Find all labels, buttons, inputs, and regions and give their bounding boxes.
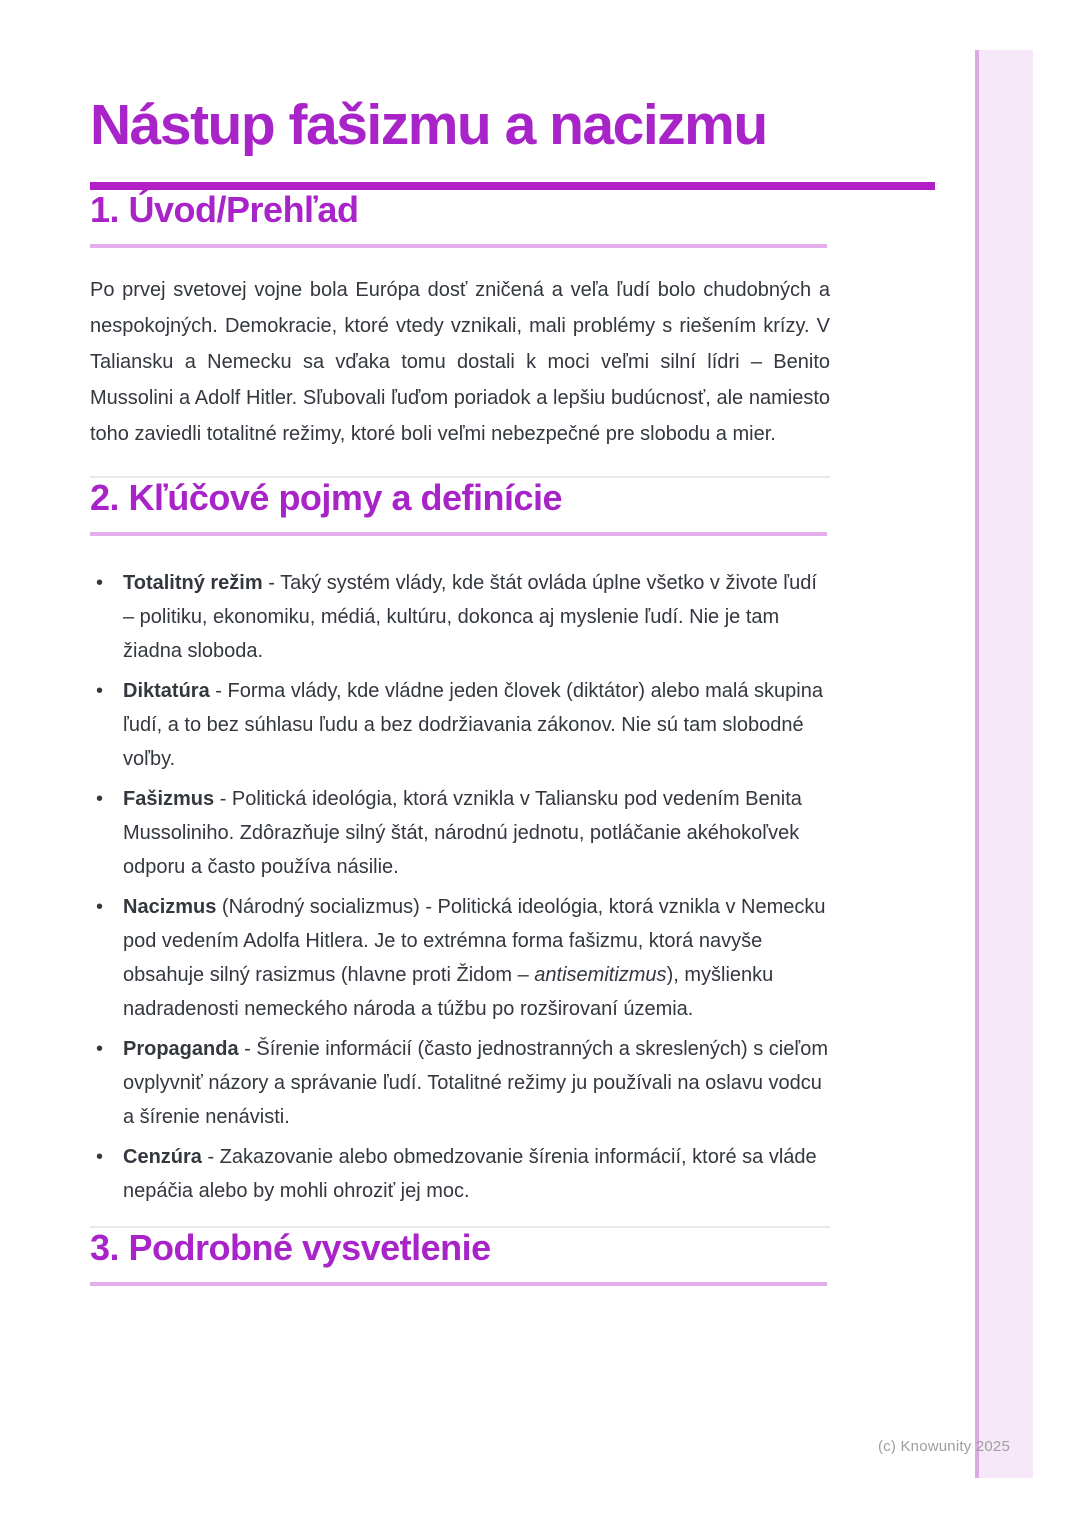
definition-text: - Zakazovanie alebo obmedzovanie šírenia informácií, ktoré sa vláde nepáčia alebo by mohli ohroziť jej moc.: [123, 1146, 817, 1202]
definition-text: (Národný socializmus) - Politická ideológia, ktorá vznikla v Nemecku pod vedením Adolfa Hitlera. Je to extrémna forma fašizmu, ktorá navyše obsahuje silný rasizmus (hlavne proti Židom –: [123, 896, 826, 986]
bullet-icon: •: [96, 680, 104, 702]
definition-list: [90, 566, 830, 1208]
heading-underline: [90, 244, 827, 248]
definition-item-totalitny-rezim: [90, 566, 830, 668]
section-heading-vysvetlenie: 3. Podrobné vysvetlenie: [90, 1227, 491, 1268]
definition-text: ), myšlienku nadradenosti nemeckého národa a túžbu po rozširovaní územia.: [123, 964, 774, 1020]
heading-underline: [90, 1282, 827, 1286]
definition-italic: antisemitizmus: [534, 964, 667, 986]
section-heading-pojmy: 2. Kľúčové pojmy a definície: [90, 477, 563, 518]
bullet-icon: •: [96, 788, 104, 810]
bullet-icon: •: [96, 1146, 104, 1168]
intro-paragraph: Po prvej svetovej vojne bola Európa dosť zničená a veľa ľudí bolo chudobných a nespokojných. Demokracie, ktoré vtedy vznikali, mali problémy s riešením krízy. V Taliansku a Nemecku sa vďaka tomu dostali k moci veľmi silní lídri – Benito Mussolini a Adolf Hitler. Sľubovali ľuďom poriadok a lepšiu budúcnosť, ale namiesto toho zaviedli totalitné režimy, ktoré boli veľmi nebezpečné pre slobodu a mier.: [90, 279, 830, 445]
copyright-watermark: (c) Knowunity 2025: [877, 1438, 1010, 1455]
definition-text: - Politická ideológia, ktorá vznikla v Taliansku pod vedením Benita Mussoliniho. Zdôrazňuje silný štát, národnú jednotu, potláčanie akéhokoľvek odporu a často používa násilie.: [123, 788, 802, 878]
definition-item-diktatura: [90, 674, 830, 776]
heading-underline: [90, 532, 827, 536]
section-heading-uvod: 1. Úvod/Prehľad: [90, 189, 359, 230]
definition-term: Cenzúra: [123, 1146, 202, 1168]
definition-item-nacizmus: [90, 890, 830, 1026]
definition-text: - Forma vlády, kde vládne jeden človek (diktátor) alebo malá skupina ľudí, a to bez súhlasu ľudu a bez dodržiavania zákonov. Nie sú tam slobodné voľby.: [123, 680, 823, 770]
page-edge-strip: [975, 50, 1033, 1478]
definition-term: Diktatúra: [123, 680, 210, 702]
document-content: [90, 0, 935, 1286]
definition-item-fasizmus: [90, 782, 830, 884]
definition-text: - Šírenie informácií (často jednostranných a skreslených) s cieľom ovplyvniť názory a správanie ľudí. Totalitné režimy ju používali na oslavu vodcu a šírenie nenávisti.: [123, 1038, 828, 1128]
definition-term: Propaganda: [123, 1038, 239, 1060]
definition-item-propaganda: [90, 1032, 830, 1134]
definition-term: Fašizmus: [123, 788, 215, 810]
bullet-icon: •: [96, 1038, 104, 1060]
definition-text: - Taký systém vlády, kde štát ovláda úplne všetko v živote ľudí – politiku, ekonomiku, médiá, kultúru, dokonca aj myslenie ľudí. Nie je tam žiadna sloboda.: [123, 572, 817, 662]
definition-term: Nacizmus: [123, 896, 217, 918]
bullet-icon: •: [96, 896, 104, 918]
definition-item-cenzura: [90, 1140, 830, 1208]
definition-term: Totalitný režim: [123, 572, 263, 594]
page-title: Nástup fašizmu a nacizmu: [90, 93, 767, 157]
bullet-icon: •: [96, 572, 104, 594]
